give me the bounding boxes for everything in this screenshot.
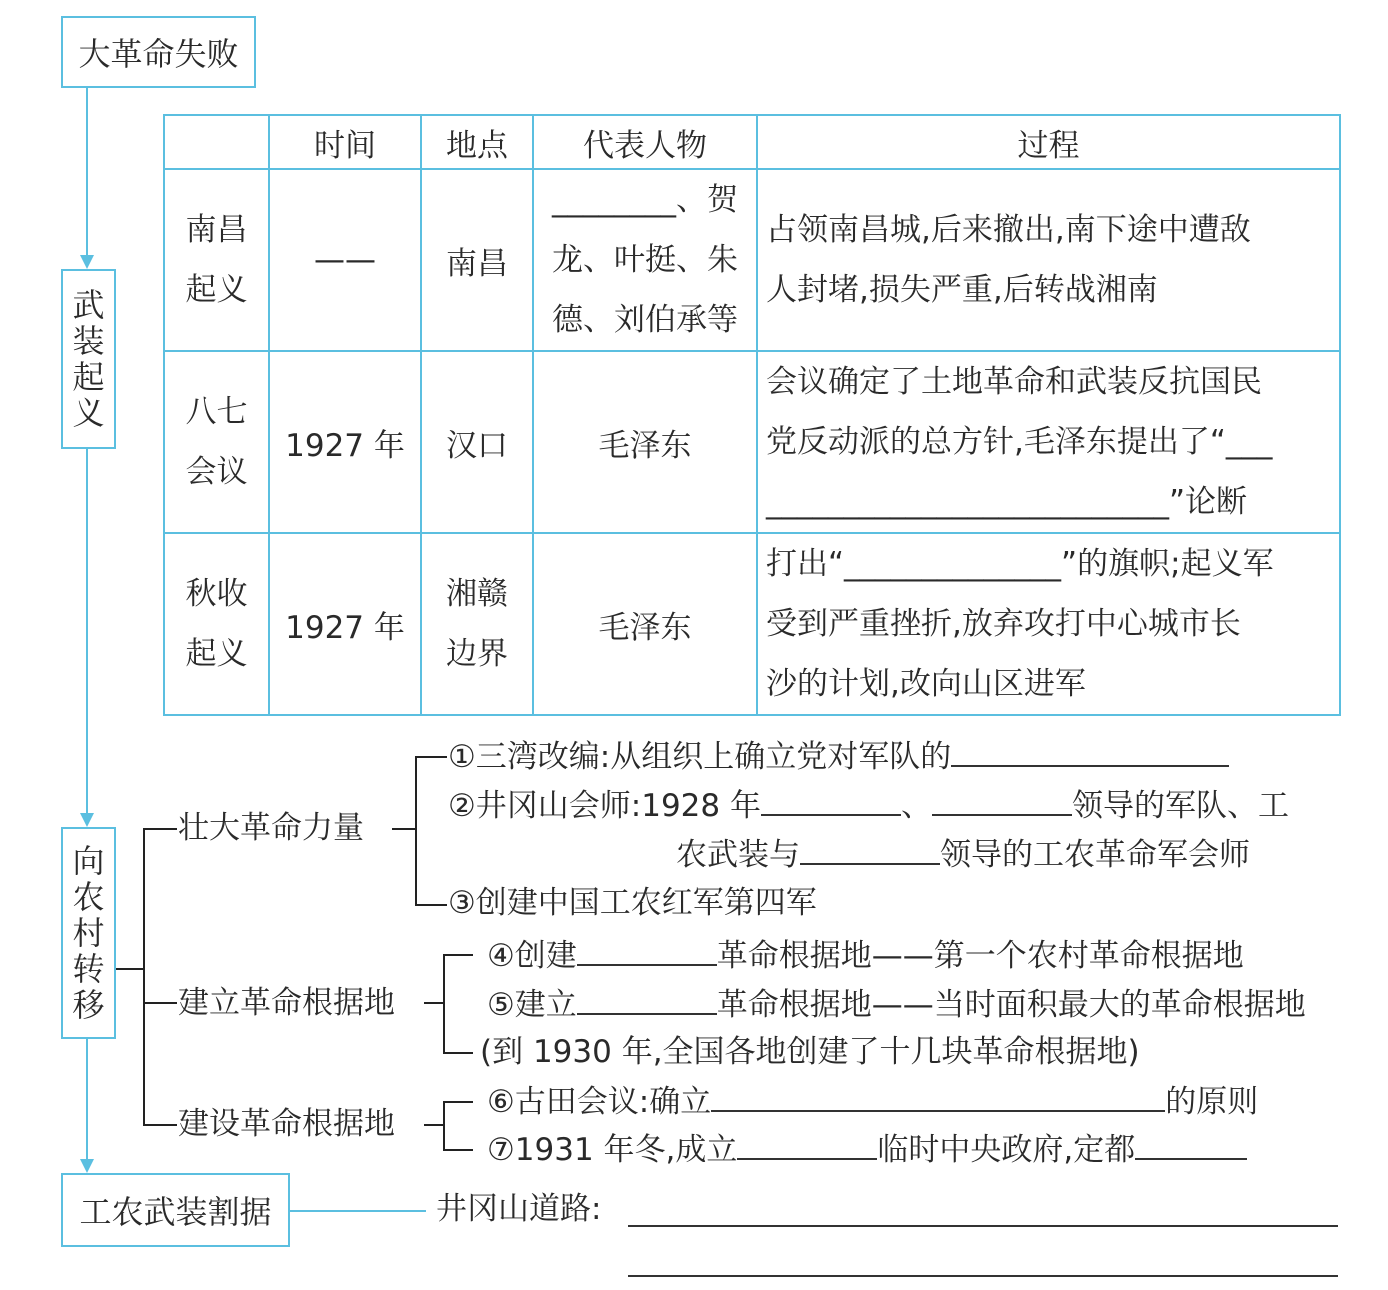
uprising-table bbox=[163, 114, 1341, 716]
people-cell: 毛泽东 bbox=[533, 351, 757, 533]
item-text: 领导的军队、工 bbox=[1071, 788, 1289, 824]
cell-line: 会议确定了土地革命和武装反抗国民 bbox=[766, 364, 1262, 400]
cell-line: 占领南昌城,后来撤出,南下途中遭敌 bbox=[766, 212, 1251, 248]
process-cell bbox=[757, 533, 1340, 715]
fill-blank bbox=[951, 735, 1229, 767]
header-cell bbox=[164, 115, 269, 169]
box-char: 村 bbox=[72, 914, 105, 952]
cell-line: 党反动派的总方针,毛泽东提出了“___ bbox=[766, 424, 1273, 460]
cell-line: 人封堵,损失严重,后转战湘南 bbox=[766, 272, 1158, 308]
tree-line bbox=[443, 1052, 473, 1054]
fill-blank bbox=[577, 934, 717, 966]
process-cell bbox=[757, 351, 1340, 533]
fill-blank bbox=[628, 1225, 1338, 1227]
item-text: 农武装与 bbox=[676, 837, 800, 873]
jinggangshan-label: 井冈山道路: bbox=[436, 1191, 602, 1227]
box-char: 转 bbox=[72, 950, 105, 988]
item-text: 领导的工农革命军会师 bbox=[940, 837, 1250, 873]
cell-line: 沙的计划,改向山区进军 bbox=[766, 666, 1086, 702]
item-text: 的原则 bbox=[1165, 1084, 1259, 1120]
item-5 bbox=[487, 983, 1306, 1025]
item-text: 临时中央政府,定都 bbox=[877, 1132, 1136, 1168]
connector-line bbox=[290, 1210, 426, 1212]
separatism-box bbox=[61, 1173, 290, 1247]
box-char: 向 bbox=[72, 842, 105, 880]
people-cell: 毛泽东 bbox=[533, 533, 757, 715]
tree-line bbox=[415, 756, 447, 758]
armed-uprising-box bbox=[61, 269, 116, 449]
separatism-label: 工农武装割据 bbox=[79, 1193, 272, 1231]
item-text: ①三湾改编:从组织上确立党对军队的 bbox=[448, 739, 952, 775]
tree-line bbox=[424, 1002, 444, 1004]
box-char: 装 bbox=[72, 322, 105, 360]
item-4 bbox=[487, 934, 1244, 976]
cell-line: 受到严重挫折,放弃攻打中心城市长 bbox=[766, 606, 1241, 642]
event-cell bbox=[164, 169, 269, 351]
table-row bbox=[164, 351, 1340, 533]
branch-establish: 建立革命根据地 bbox=[178, 985, 395, 1021]
cell-line: 边界 bbox=[446, 636, 508, 672]
tree-line bbox=[116, 968, 144, 970]
time-cell: 1927 年 bbox=[269, 533, 421, 715]
box-char: 移 bbox=[72, 986, 105, 1024]
cell-line: 会议 bbox=[185, 454, 248, 490]
arrow-down-icon bbox=[80, 255, 94, 269]
box-char: 起 bbox=[72, 358, 105, 396]
connector-line bbox=[86, 88, 88, 256]
cell-line: 龙、叶挺、朱 bbox=[552, 242, 738, 278]
connector-line bbox=[86, 1039, 88, 1160]
cell-line: 八七 bbox=[185, 394, 248, 430]
item-3: ③创建中国工农红军第四军 bbox=[448, 885, 817, 921]
header-cell: 代表人物 bbox=[533, 115, 757, 169]
fill-blank bbox=[628, 1275, 1338, 1277]
table-row bbox=[164, 169, 1340, 351]
branch-strengthen: 壮大革命力量 bbox=[178, 810, 364, 846]
item-text: ⑦1931 年冬,成立 bbox=[487, 1132, 738, 1168]
tree-line bbox=[392, 828, 416, 830]
tree-line bbox=[443, 1101, 445, 1151]
box-char: 义 bbox=[72, 394, 105, 432]
item-text: ⑥古田会议:确立 bbox=[487, 1084, 712, 1120]
cell-line: 打出“______________”的旗帜;起义军 bbox=[766, 546, 1274, 582]
place-cell bbox=[421, 533, 533, 715]
cell-line: 秋收 bbox=[185, 576, 248, 612]
failure-box bbox=[61, 16, 256, 88]
item-2-cont bbox=[676, 833, 1250, 875]
tree-line bbox=[143, 1002, 177, 1004]
time-cell: 1927 年 bbox=[269, 351, 421, 533]
cell-line: ________、贺 bbox=[552, 182, 738, 218]
event-cell bbox=[164, 533, 269, 715]
fill-blank bbox=[577, 983, 717, 1015]
arrow-down-icon bbox=[80, 1159, 94, 1173]
tree-line bbox=[443, 954, 473, 956]
tree-line bbox=[443, 1149, 473, 1151]
item-text: ②井冈山会师:1928 年 bbox=[448, 788, 761, 824]
connector-line bbox=[86, 449, 88, 814]
place-cell: 汉口 bbox=[421, 351, 533, 533]
arrow-down-icon bbox=[80, 813, 94, 827]
fill-blank bbox=[1135, 1128, 1247, 1160]
item-text: 革命根据地——第一个农村革命根据地 bbox=[716, 938, 1244, 974]
to-rural-box bbox=[61, 827, 116, 1039]
tree-line bbox=[443, 1101, 473, 1103]
tree-line bbox=[424, 1124, 444, 1126]
fill-blank bbox=[932, 784, 1072, 816]
failure-label: 大革命失败 bbox=[78, 35, 239, 73]
tree-line bbox=[143, 828, 177, 830]
tree-line bbox=[415, 904, 447, 906]
cell-line: 南昌 bbox=[185, 212, 248, 248]
table-header-row bbox=[164, 115, 1340, 169]
box-char: 武 bbox=[72, 286, 105, 324]
header-cell: 过程 bbox=[757, 115, 1340, 169]
place-cell: 南昌 bbox=[421, 169, 533, 351]
tree-line bbox=[143, 828, 145, 1126]
tree-line bbox=[415, 756, 417, 906]
tree-line bbox=[143, 1124, 177, 1126]
cell-line: 湘赣 bbox=[446, 576, 508, 612]
cell-line: __________________________”论断 bbox=[766, 484, 1248, 520]
branch-build: 建设革命根据地 bbox=[178, 1106, 395, 1142]
item-5-note: (到 1930 年,全国各地创建了十几块革命根据地) bbox=[480, 1034, 1140, 1070]
item-text: 革命根据地——当时面积最大的革命根据地 bbox=[716, 987, 1306, 1023]
item-2 bbox=[448, 784, 1289, 826]
item-text: 、 bbox=[900, 788, 932, 824]
header-cell: 地点 bbox=[421, 115, 533, 169]
time-cell: —— bbox=[269, 169, 421, 351]
fill-blank bbox=[711, 1080, 1165, 1112]
item-text: ⑤建立 bbox=[487, 987, 577, 1023]
process-cell bbox=[757, 169, 1340, 351]
fill-blank bbox=[800, 833, 940, 865]
cell-line: 起义 bbox=[185, 272, 248, 308]
item-6 bbox=[487, 1080, 1258, 1122]
item-7 bbox=[487, 1128, 1247, 1170]
fill-blank bbox=[737, 1128, 877, 1160]
fill-blank bbox=[761, 784, 901, 816]
item-1 bbox=[448, 735, 1229, 777]
box-char: 农 bbox=[72, 878, 105, 916]
event-cell bbox=[164, 351, 269, 533]
header-cell: 时间 bbox=[269, 115, 421, 169]
table-row bbox=[164, 533, 1340, 715]
cell-line: 起义 bbox=[185, 636, 248, 672]
people-cell bbox=[533, 169, 757, 351]
tree-line bbox=[443, 954, 445, 1054]
item-text: ④创建 bbox=[487, 938, 577, 974]
cell-line: 德、刘伯承等 bbox=[552, 302, 738, 338]
